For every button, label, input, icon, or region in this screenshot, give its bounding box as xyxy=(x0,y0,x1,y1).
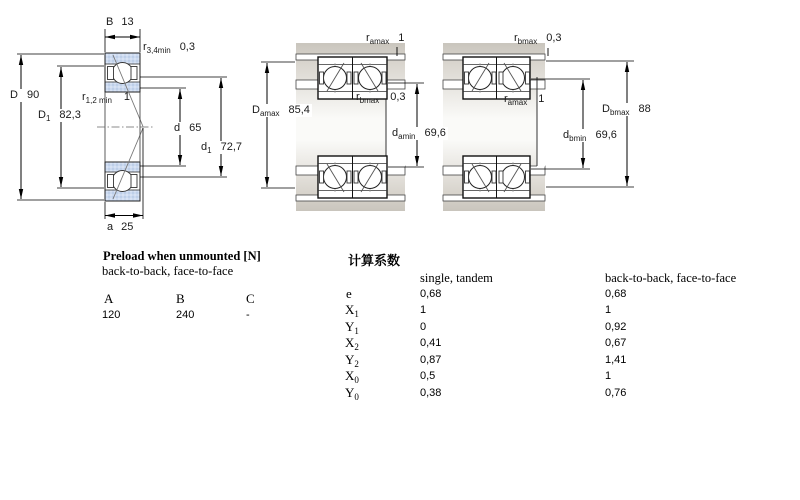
dim-value: 0,3 xyxy=(179,41,195,53)
factor-row-label xyxy=(345,302,359,318)
dim-subscript: bmax xyxy=(609,108,630,117)
dim-letter: d xyxy=(201,141,208,153)
dim-value: 25 xyxy=(121,221,134,233)
preload-col-a: A xyxy=(104,291,114,306)
dim-label-B xyxy=(106,16,134,29)
dim-value: 85,4 xyxy=(288,104,310,116)
dim-letter: D xyxy=(38,109,46,121)
dim-subscript: amax xyxy=(507,98,528,107)
preload-value-a: 120 xyxy=(102,309,121,321)
dim-letter: D xyxy=(602,103,610,115)
dim-value: 69,6 xyxy=(424,127,446,139)
dim-subscript: amax xyxy=(259,109,280,118)
dim-letter: D xyxy=(252,104,260,116)
factor-symbol: Y xyxy=(345,385,355,400)
dim-letter: r xyxy=(514,32,518,44)
dim-letter: D xyxy=(10,89,18,101)
factor-subscript: 0 xyxy=(354,392,359,402)
dim-letter: r xyxy=(504,93,508,105)
factor-subscript: 2 xyxy=(354,342,359,352)
dim-subscript: bmin xyxy=(569,134,587,143)
factor-row-label xyxy=(345,352,359,368)
dim-label-D1 xyxy=(36,109,83,122)
factor-value-single: 0 xyxy=(420,321,427,333)
dim-letter: d xyxy=(392,127,399,139)
dim-label-r34 xyxy=(143,41,195,54)
dim-subscript: 1,2 min xyxy=(85,96,112,105)
factor-symbol: Y xyxy=(345,352,355,367)
factor-value-paired: 0,92 xyxy=(605,321,627,333)
factor-value-single: 0,41 xyxy=(420,337,442,349)
dim-value: 69,6 xyxy=(595,129,617,141)
factor-subscript: 2 xyxy=(354,359,359,369)
factor-symbol: Y xyxy=(345,319,355,334)
factor-row-label xyxy=(345,368,359,384)
dim-label-damin xyxy=(390,127,448,140)
preload-col-c: C xyxy=(246,291,255,306)
factor-symbol: e xyxy=(346,286,352,301)
dim-value: 1 xyxy=(398,32,405,44)
dim-value: 13 xyxy=(121,16,134,28)
dim-subscript: bmax xyxy=(359,96,380,105)
factor-symbol: X xyxy=(345,335,355,350)
dim-label-r12 xyxy=(82,91,130,104)
preload-title: Preload when unmounted [N] xyxy=(103,249,261,263)
preload-subtitle: back-to-back, face-to-face xyxy=(102,264,234,278)
dim-letter: B xyxy=(106,16,114,28)
factor-value-paired: 0,76 xyxy=(605,387,627,399)
dim-value: 65 xyxy=(189,122,202,134)
factors-col1-header: single, tandem xyxy=(420,271,493,285)
dim-letter: r xyxy=(356,91,360,103)
factor-subscript: 1 xyxy=(354,326,359,336)
dim-label-rbmax-b xyxy=(514,32,562,45)
dim-value: 0,3 xyxy=(546,32,562,44)
dim-value: 88 xyxy=(638,103,651,115)
factor-symbol: X xyxy=(345,302,355,317)
dim-value: 1 xyxy=(123,91,131,103)
dim-label-D xyxy=(8,89,41,102)
dim-letter: d xyxy=(563,129,570,141)
factors-title: 计算系数 xyxy=(348,254,401,269)
factor-row-label xyxy=(345,385,359,401)
dim-letter: d xyxy=(174,122,181,134)
factor-row-label xyxy=(345,319,359,335)
factors-col2-header: back-to-back, face-to-face xyxy=(605,271,737,285)
dim-subscript: amin xyxy=(398,132,416,141)
factor-value-single: 1 xyxy=(420,304,427,316)
dim-subscript: 3,4min xyxy=(146,46,171,55)
factor-subscript: 0 xyxy=(354,375,359,385)
dim-label-ramax-b xyxy=(504,93,544,106)
factor-value-single: 0,68 xyxy=(420,288,442,300)
preload-value-b: 240 xyxy=(176,309,195,321)
dim-value: 0,3 xyxy=(390,91,406,103)
preload-col-b: B xyxy=(176,291,185,306)
dim-label-Damax xyxy=(250,104,312,117)
dim-label-d1 xyxy=(199,141,244,154)
dim-subscript: 1 xyxy=(207,146,212,155)
dim-letter: r xyxy=(143,41,147,53)
dim-label-ramax-a xyxy=(366,32,404,45)
dim-label-a xyxy=(107,221,133,234)
factor-row-label xyxy=(346,286,352,302)
factor-value-single: 0,38 xyxy=(420,387,442,399)
factor-value-paired: 1 xyxy=(605,304,612,316)
dim-value: 90 xyxy=(26,89,40,101)
dim-subscript: bmax xyxy=(517,37,538,46)
dim-letter: a xyxy=(107,221,114,233)
paired-bearing-diagram-b xyxy=(443,43,634,211)
dim-value: 1 xyxy=(538,93,545,105)
preload-value-c: - xyxy=(246,309,250,321)
dim-label-rbmax-a xyxy=(356,91,406,104)
factor-value-paired: 1 xyxy=(605,370,612,382)
factor-subscript: 1 xyxy=(354,309,359,319)
factor-symbol: X xyxy=(345,368,355,383)
dim-subscript: 1 xyxy=(45,114,51,123)
dim-letter: r xyxy=(366,32,370,44)
dim-letter: r xyxy=(82,91,86,103)
dim-label-Dbmax xyxy=(600,103,653,116)
factor-value-paired: 1,41 xyxy=(605,354,627,366)
dim-label-d xyxy=(172,122,203,135)
factor-value-single: 0,87 xyxy=(420,354,442,366)
factor-value-paired: 0,68 xyxy=(605,288,627,300)
dim-value: 82,3 xyxy=(59,109,81,121)
factor-value-single: 0,5 xyxy=(420,370,436,382)
dim-subscript: amax xyxy=(369,37,390,46)
factor-value-paired: 0,67 xyxy=(605,337,627,349)
dim-label-dbmin xyxy=(561,129,619,142)
factor-row-label xyxy=(345,335,359,351)
dim-value: 72,7 xyxy=(220,141,242,153)
